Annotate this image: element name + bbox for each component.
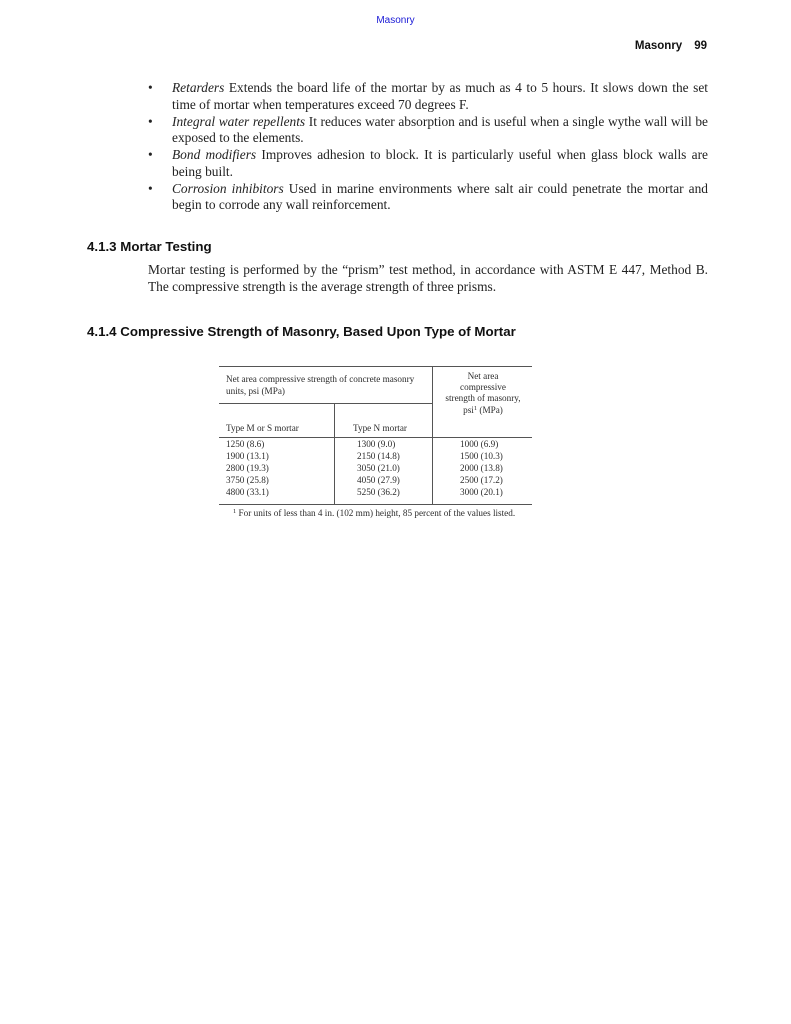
table-group-header: Net area compressive strength of concrete masonry units, psi (MPa) bbox=[226, 374, 415, 396]
list-item-term: Corrosion inhibitors bbox=[172, 180, 284, 196]
bullet-icon: • bbox=[148, 113, 153, 129]
list-item bbox=[148, 181, 708, 214]
running-header bbox=[635, 40, 707, 52]
table-cell: 3750 (25.8) bbox=[226, 475, 269, 485]
page-number: 99 bbox=[694, 40, 707, 52]
table-divider bbox=[334, 403, 335, 504]
list-item bbox=[148, 114, 708, 147]
table-cell: 1000 (6.9) bbox=[460, 439, 499, 449]
table-cell: 1300 (9.0) bbox=[357, 439, 396, 449]
bullet-icon: • bbox=[148, 180, 153, 196]
bullet-icon: • bbox=[148, 80, 153, 95]
table-cell: 2800 (19.3) bbox=[226, 463, 269, 473]
table-col-header-masonry-unit: (MPa) bbox=[477, 404, 503, 415]
table-cell: 2150 (14.8) bbox=[357, 451, 400, 461]
table-cell: 1500 (10.3) bbox=[460, 451, 503, 461]
table-col-header-ms: Type M or S mortar bbox=[226, 423, 299, 433]
list-item bbox=[148, 147, 708, 180]
footnote-marker: 1 bbox=[473, 404, 478, 412]
table-cell: 3050 (21.0) bbox=[357, 463, 400, 473]
table-cell: 5250 (36.2) bbox=[357, 487, 400, 497]
table-divider bbox=[432, 367, 433, 504]
compressive-strength-table bbox=[219, 366, 532, 520]
list-item-term: Integral water repellents bbox=[172, 113, 306, 129]
list-item-text: Extends the board life of the mortar by as much as 4 to 5 hours. It slows down the set time of mortar when temperatures exceed 70 degrees F. bbox=[172, 80, 708, 112]
admixture-list bbox=[148, 80, 708, 214]
list-item-text: Used in marine environments where salt air could penetrate the mortar and begin to corrode any wall reinforcement. bbox=[172, 180, 708, 212]
table-cell: 3000 (20.1) bbox=[460, 487, 503, 497]
table-cell: 1900 (13.1) bbox=[226, 451, 269, 461]
table-divider bbox=[219, 437, 532, 438]
table-cell: 1250 (8.6) bbox=[226, 439, 265, 449]
list-item-term: Retarders bbox=[172, 80, 225, 95]
table-divider bbox=[219, 403, 432, 404]
table-cell: 4800 (33.1) bbox=[226, 487, 269, 497]
footnote-marker: 1 bbox=[233, 508, 237, 515]
table-cell: 4050 (27.9) bbox=[357, 475, 400, 485]
table-frame bbox=[219, 366, 532, 505]
table-col-header-n: Type N mortar bbox=[353, 423, 407, 433]
section-heading-mortar-testing: 4.1.3 Mortar Testing bbox=[87, 239, 212, 254]
mortar-testing-paragraph: Mortar testing is performed by the “prism” test method, in accordance with ASTM E 447, Method B. The compressive strength is the average strength of three prisms. bbox=[148, 262, 708, 294]
section-heading-compressive-strength: 4.1.4 Compressive Strength of Masonry, Based Upon Type of Mortar bbox=[87, 324, 516, 339]
table-col-header-masonry-text: Net area compressive strength of masonry, psi bbox=[445, 371, 521, 415]
nav-link-masonry[interactable]: Masonry bbox=[376, 15, 415, 26]
table-footnote bbox=[219, 508, 532, 520]
table-cell: 2000 (13.8) bbox=[460, 463, 503, 473]
list-item bbox=[148, 80, 708, 113]
table-footnote-text: For units of less than 4 in. (102 mm) height, 85 percent of the values listed. bbox=[236, 508, 516, 518]
running-title: Masonry bbox=[634, 40, 683, 52]
table-cell: 2500 (17.2) bbox=[460, 475, 503, 485]
list-item-text: It reduces water absorption and is useful when a single wythe wall will be exposed to the elements. bbox=[172, 113, 708, 145]
list-item-term: Bond modifiers bbox=[172, 147, 257, 162]
table-col-header-masonry bbox=[445, 371, 521, 416]
list-item-text: Improves adhesion to block. It is particularly useful when glass block walls are being built. bbox=[172, 147, 708, 179]
bullet-icon: • bbox=[148, 147, 153, 162]
